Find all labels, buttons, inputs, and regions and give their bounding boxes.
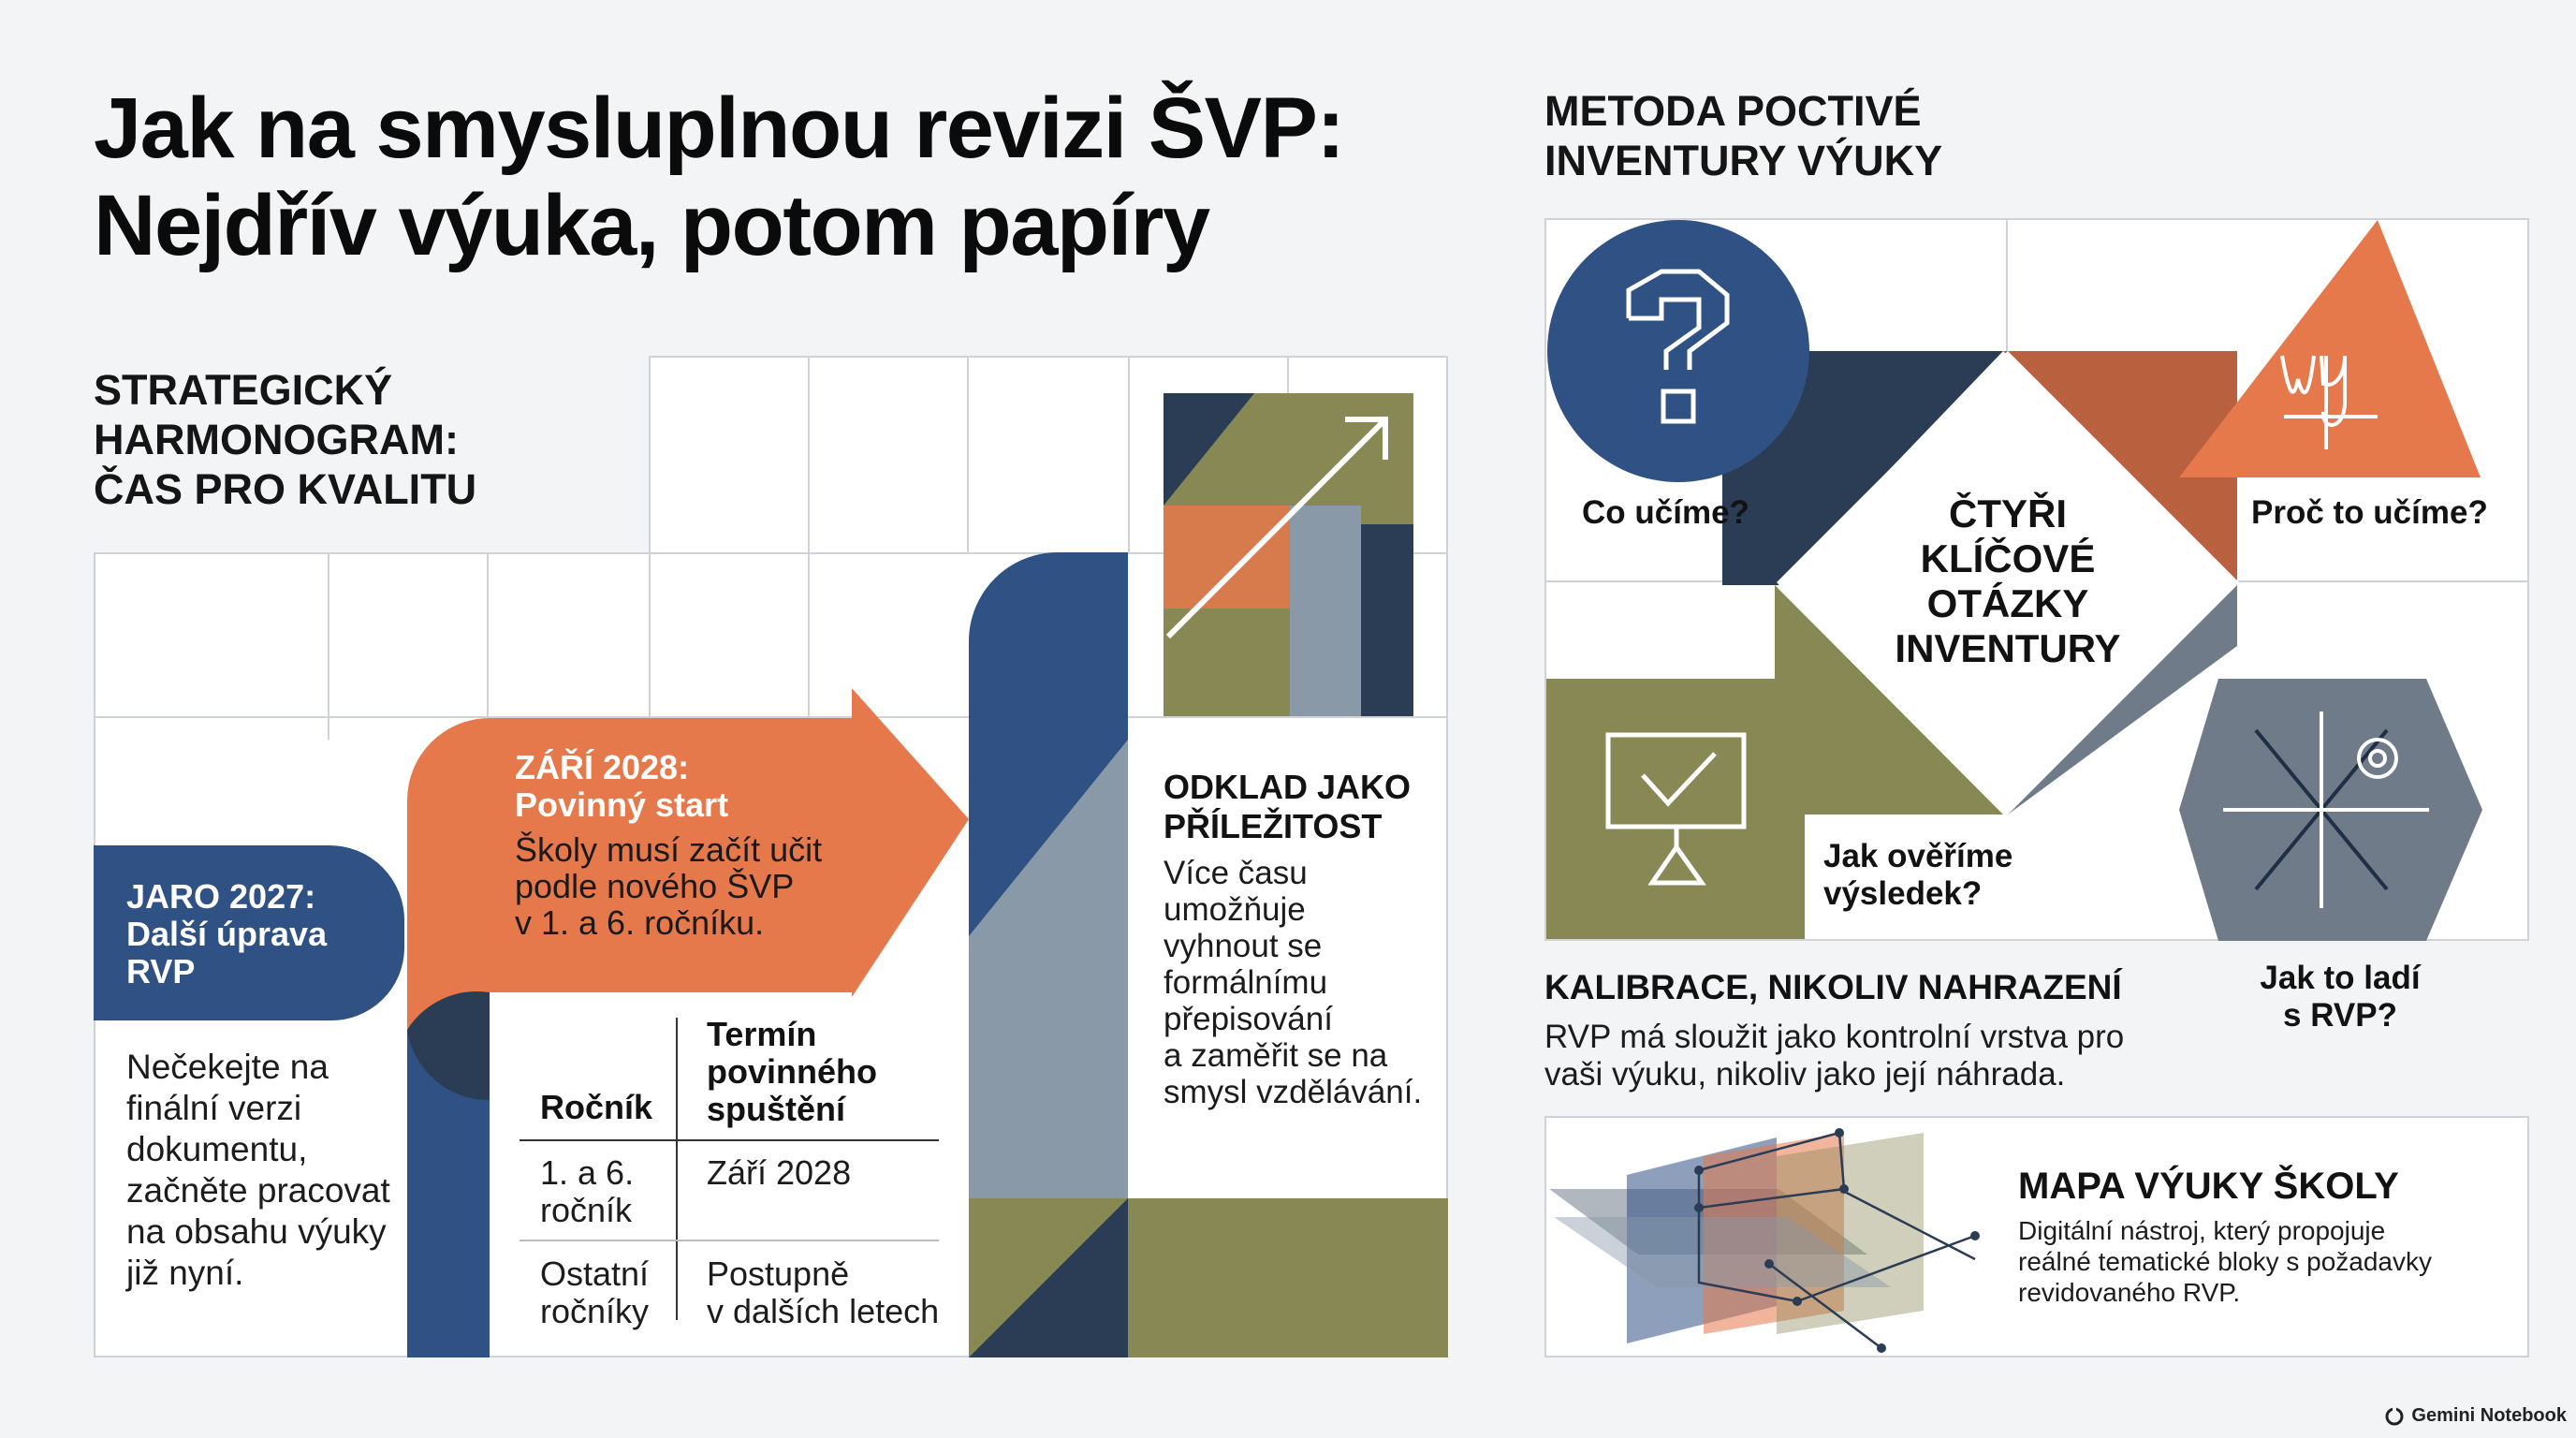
q-rvp-line-1: Jak to ladí [2260, 960, 2421, 996]
step1-title-line-1: JARO 2027: [126, 877, 316, 916]
step3-text-line-7: smysl vzdělávání. [1164, 1074, 1423, 1110]
table-row-2-grade-line-1: Ostatní [540, 1255, 650, 1293]
growth-block-orange [1164, 506, 1295, 609]
q-what-label: Co učíme? [1582, 494, 1749, 531]
step3-text-line-6: a zaměřit se na [1164, 1037, 1388, 1074]
table-row-2-grade [540, 1255, 649, 1330]
growth-block-dark [1361, 524, 1413, 716]
page-title-line-1: Jak na smysluplnou revizi ŠVP: [94, 81, 1344, 176]
gemini-logo-icon [2385, 1407, 2404, 1426]
map-text-line-2: reálné tematické bloky s požadavky [2018, 1247, 2432, 1276]
launch-table [520, 1015, 941, 1330]
step3-text-line-3: vyhnout se [1164, 928, 1323, 964]
step3-text [1164, 855, 1422, 1110]
footer-label: Gemini Notebook [2411, 1405, 2567, 1426]
map-text-line-3: revidovaného RVP. [2018, 1278, 2241, 1307]
step2-title-line-1: ZÁŘÍ 2028: [515, 748, 690, 786]
step1-text-line-2: finální verzi [126, 1089, 302, 1127]
calibration-text-line-1: RVP má sloužit jako kontrolní vrstva pro [1544, 1019, 2125, 1055]
table-row-2-term-line-1: Postupně [707, 1255, 850, 1293]
step1-title [126, 878, 327, 990]
map-text-line-1: Digitální nástroj, který propojuje [2018, 1216, 2386, 1245]
map-heading: MAPA VÝUKY ŠKOLY [2018, 1166, 2399, 1207]
table-row-1-term-line-1: Září 2028 [707, 1153, 852, 1192]
table-row-2-term [707, 1255, 939, 1330]
step1-title-line-2: Další úprava [126, 915, 328, 953]
layered-map-icon [1498, 0, 2576, 1367]
step3-title-line-1: ODKLAD JAKO [1164, 768, 1412, 806]
map-text [2018, 1215, 2432, 1308]
growth-block-slate [1290, 506, 1361, 716]
step2-title-line-2: Povinný start [515, 785, 729, 824]
step3-title-line-2: PŘÍLEŽITOST [1164, 807, 1383, 845]
timeline-heading-line-1: STRATEGICKÝ [94, 366, 393, 414]
table-header-term [707, 1016, 877, 1128]
step1-text-line-3: dokumentu, [126, 1130, 308, 1168]
step1-text-line-5: na obsahu výuky [126, 1212, 387, 1251]
step1-text [126, 1047, 390, 1294]
step3-text-line-2: umožňuje [1164, 891, 1306, 928]
q-why-label: Proč to učíme? [2251, 494, 2488, 531]
table-header-term-line-2: povinného [707, 1052, 877, 1091]
calibration-text-line-2: vaši výuku, nikoliv jako její náhrada. [1544, 1056, 2066, 1093]
step2-text-line-2: podle nového ŠVP [515, 867, 795, 905]
step3-text-line-4: formálnímu [1164, 964, 1328, 1001]
table-header-term-line-1: Termín [707, 1015, 817, 1053]
q-verify-line-1: Jak ověříme [1823, 838, 2013, 874]
center-label-line-2: KLÍČOVÉ [1920, 536, 2096, 580]
table-header-grade: Ročník [540, 1088, 653, 1126]
step3-text-line-1: Více času [1164, 855, 1308, 891]
page-title-line-2: Nejdřív výuka, potom papíry [94, 178, 1209, 273]
step1-title-line-3: RVP [126, 952, 196, 990]
q-rvp-line-2: s RVP? [2283, 997, 2397, 1034]
table-header-term-line-3: spuštění [707, 1090, 846, 1128]
step1-text-line-6: již nyní. [126, 1254, 244, 1292]
step3-text-line-5: přepisování [1164, 1001, 1333, 1037]
step1-text-line-1: Nečekejte na [126, 1048, 329, 1086]
timeline-heading-line-2: HARMONOGRAM: [94, 416, 459, 463]
inventory-section [1498, 0, 2576, 1367]
inventory-heading-line-2: INVENTURY VÝUKY [1544, 137, 1943, 184]
table-row-1-grade [540, 1154, 634, 1229]
footer-brand [2385, 1405, 2567, 1427]
table-row-1-term [707, 1154, 851, 1192]
center-label-line-3: OTÁZKY [1926, 581, 2089, 625]
table-row-2-term-line-2: v dalších letech [707, 1292, 940, 1330]
q-verify-line-2: výsledek? [1823, 875, 1983, 912]
step2-text-line-3: v 1. a 6. ročníku. [515, 903, 765, 942]
table-row-1-grade-line-1: 1. a 6. [540, 1153, 635, 1192]
inventory-heading-line-1: METODA POCTIVÉ [1544, 87, 1922, 135]
calibration-heading: KALIBRACE, NIKOLIV NAHRAZENÍ [1544, 968, 2122, 1006]
center-label-line-4: INVENTURY [1895, 626, 2121, 670]
step1-text-line-4: začněte pracovat [126, 1171, 390, 1210]
step2-text-line-1: Školy musí začít učit [515, 830, 823, 869]
step2-text [515, 831, 822, 941]
table-row-2-grade-line-2: ročníky [540, 1292, 650, 1330]
table-row-1-grade-line-2: ročník [540, 1191, 633, 1229]
timeline-heading-line-3: ČAS PRO KVALITU [94, 465, 477, 513]
center-label-line-1: ČTYŘI [1949, 492, 2067, 536]
step2-title [515, 749, 728, 824]
step3-title [1164, 768, 1411, 846]
